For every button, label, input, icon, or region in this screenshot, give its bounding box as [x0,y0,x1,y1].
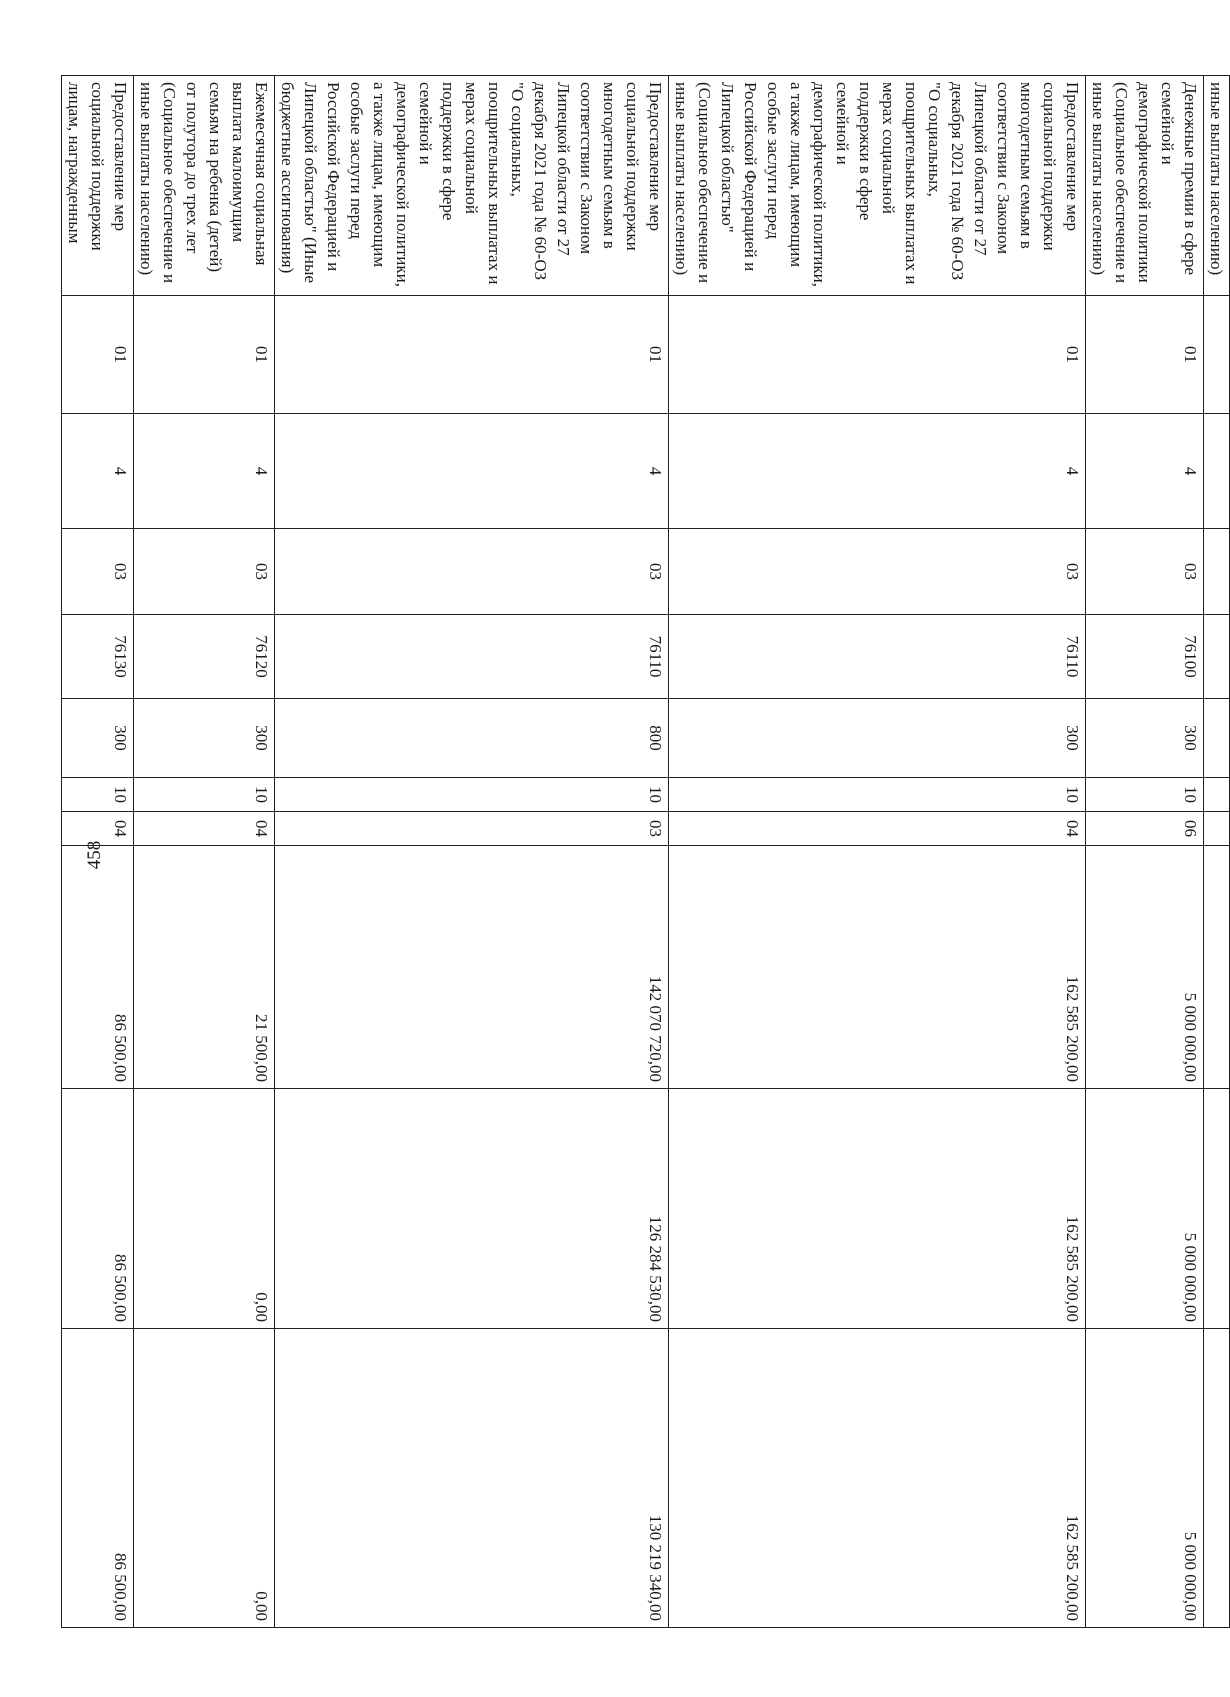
expense-type-code: 300 [669,699,1086,778]
subprogram-code: 4 [62,414,134,529]
subsection-code: 04 [134,812,275,846]
amount-year-3: 86 500,00 [62,1329,134,1628]
subsection-code: 06 [1086,812,1204,846]
program-code: 01 [134,296,275,414]
amount-year-2: 126 284 530,00 [275,1089,669,1329]
subprogram-code: 4 [669,414,1086,529]
program-code: 01 [275,296,669,414]
main-event-code: 03 [1086,529,1204,615]
amount-year-3 [1204,1329,1230,1628]
item-name: Предоставление мер социальной поддержки многодетным семьям в соответствии с Законом Липецкой области от 27 декабря 2021 года № 60-ОЗ "О социальных, поощрительных выплатах и мерах социальной поддержки в сфере семейной и демографической политики, а также лицам, имеющим особые заслуги перед Российской Федерацией и Липецкой областью" (Социальное обеспечение и иные выплаты населению) [669,76,1086,296]
expense-type-code: 800 [275,699,669,778]
section-code: 10 [134,778,275,812]
amount-year-3: 5 000 000,00 [1086,1329,1204,1628]
program-code: 01 [669,296,1086,414]
item-name: Ежемесячная социальная выплата малоимущим семьям на ребенка (детей) от полутора до трех лет (Социальное обеспечение и иные выплаты населению) [134,76,275,296]
program-code: 01 [62,296,134,414]
amount-year-2: 86 500,00 [62,1089,134,1329]
main-event-code: 03 [669,529,1086,615]
expense-type-code [1204,699,1230,778]
subprogram-code: 4 [134,414,275,529]
subprogram-code: 4 [1086,414,1204,529]
table-row [134,76,275,1628]
table-row [275,76,669,1628]
direction-code: 76100 [1086,615,1204,699]
item-name: Предоставление мер социальной поддержки многодетным семьям в соответствии с Законом Липецкой области от 27 декабря 2021 года № 60-ОЗ "О социальных, поощрительных выплатах и мерах социальной поддержки в сфере семейной и демографической политики, а также лицам, имеющим особые заслуги перед Российской Федерацией и Липецкой областью" (Иные бюджетные ассигнования) [275,76,669,296]
page-number: 458 [84,840,105,870]
subsection-code: 04 [669,812,1086,846]
expense-type-code: 300 [134,699,275,778]
budget-table [61,75,1230,1628]
table-row [62,76,134,1628]
subsection-code [1204,812,1230,846]
section-code: 10 [62,778,134,812]
direction-code: 76110 [669,615,1086,699]
section-code [1204,778,1230,812]
amount-year-3: 0,00 [134,1329,275,1628]
section-code: 10 [1086,778,1204,812]
amount-year-1: 21 500,00 [134,846,275,1089]
expense-type-code: 300 [1086,699,1204,778]
amount-year-3: 162 585 200,00 [669,1329,1086,1628]
amount-year-2: 0,00 [134,1089,275,1329]
program-code [1204,296,1230,414]
direction-code [1204,615,1230,699]
amount-year-1: 162 585 200,00 [669,846,1086,1089]
amount-year-1: 142 070 720,00 [275,846,669,1089]
direction-code: 76120 [134,615,275,699]
main-event-code: 03 [134,529,275,615]
table-row [1086,76,1204,1628]
amount-year-3: 130 219 340,00 [275,1329,669,1628]
subsection-code: 04 [62,812,134,846]
table-row [1204,76,1230,1628]
direction-code: 76110 [275,615,669,699]
amount-year-1: 5 000 000,00 [1086,846,1204,1089]
subsection-code: 03 [275,812,669,846]
table-row [669,76,1086,1628]
main-event-code: 03 [62,529,134,615]
item-name: Предоставление мер социальной поддержки лицам, награжденным [62,76,134,296]
item-name: иные выплаты населению) [1204,76,1230,296]
main-event-code: 03 [275,529,669,615]
section-code: 10 [669,778,1086,812]
direction-code: 76130 [62,615,134,699]
item-name: Денежные премии в сфере семейной и демографической политики (Социальное обеспечение и иные выплаты населению) [1086,76,1204,296]
program-code: 01 [1086,296,1204,414]
amount-year-2: 5 000 000,00 [1086,1089,1204,1329]
amount-year-1 [1204,846,1230,1089]
subprogram-code: 4 [275,414,669,529]
amount-year-2: 162 585 200,00 [669,1089,1086,1329]
main-event-code [1204,529,1230,615]
section-code: 10 [275,778,669,812]
amount-year-1: 86 500,00 [62,846,134,1089]
amount-year-2 [1204,1089,1230,1329]
expense-type-code: 300 [62,699,134,778]
subprogram-code [1204,414,1230,529]
